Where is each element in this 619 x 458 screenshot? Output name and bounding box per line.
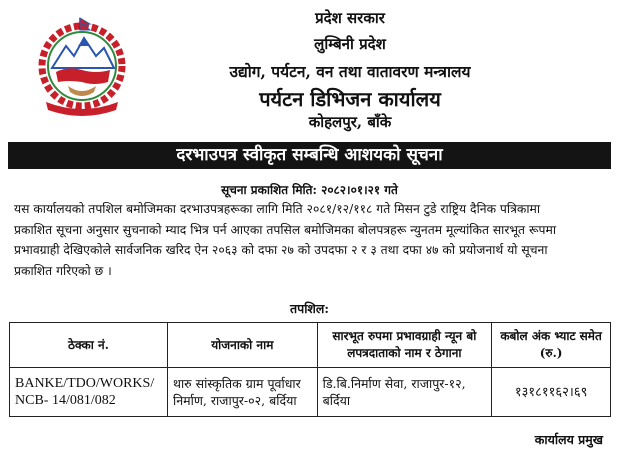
- table-header-row: [10, 323, 611, 368]
- government-emblem: [38, 16, 126, 116]
- header-amount: कबोल अंक भ्याट समेत (रु.): [492, 323, 611, 368]
- cell-project-name: थारु सांस्कृतिक ग्राम पूर्वाधार निर्माण, राजापुर-०२, बर्दिया: [167, 368, 317, 417]
- header-address: कोहलपुर, बाँके: [308, 113, 392, 131]
- notice-body-line: प्रकाशित गरिएको छ ।: [14, 263, 112, 278]
- schedule-label: तपशिल:: [289, 301, 330, 316]
- header-province-name: लुम्बिनी प्रदेश: [314, 35, 386, 53]
- header-contract-no: ठेक्का नं.: [10, 323, 168, 368]
- emblem-icon: [38, 16, 126, 116]
- header-office-name: पर्यटन डिभिजन कार्यालय: [259, 87, 441, 111]
- office-chief-signature-label: कार्यालय प्रमुख: [534, 432, 603, 447]
- award-table: [9, 322, 611, 417]
- cell-contract-no: BANKE/TDO/WORKS/ NCB- 14/081/082: [10, 368, 168, 417]
- notice-body-line: यस कार्यालयको तपशिल बमोजिमका दरभाउपत्रहरूका लागि मिति २०८१/१२/११८ गते मिसन टुडे राष्ट्रिय दैनिक पत्रिकामा: [14, 202, 541, 216]
- notice-body: [14, 199, 606, 281]
- header-ministry: उद्योग, पर्यटन, वन तथा वातावरण मन्त्रालय: [229, 62, 471, 81]
- header-province-government: प्रदेश सरकार: [315, 9, 385, 27]
- publication-date: सूचना प्रकाशित मिति: २०८२।०१।२१ गते: [221, 183, 398, 197]
- header-project-name: योजनाको नाम: [167, 323, 317, 368]
- notice-title-banner: दरभाउपत्र स्वीकृत सम्बन्धि आशयको सूचना: [8, 142, 611, 169]
- header-bidder: सारभूत रुपमा प्रभावग्राही न्यून बो लपत्रदाताको नाम र ठेगाना: [317, 323, 492, 368]
- cell-amount: १३१८११६२।६९: [492, 368, 611, 417]
- table-row: [10, 368, 611, 417]
- notice-body-line: प्रकाशित सूचना अनुसार सुचनाको म्याद भित्र पर्न आएका तपसिल बमोजिमका बोलपत्रहरू न्युनतम मूल्यांकित सारभूत रूपमा: [14, 222, 557, 237]
- cell-bidder: डि.बि.निर्माण सेवा, राजापुर-१२, बर्दिया: [317, 368, 492, 417]
- notice-body-line: प्रभावग्राही देखिएकोले सार्वजनिक खरिद ऐन २०६३ को दफा २७ को उपदफा २ र ३ तथा दफा ४७ को प्रयोजनार्थ यो सूचना: [14, 243, 548, 257]
